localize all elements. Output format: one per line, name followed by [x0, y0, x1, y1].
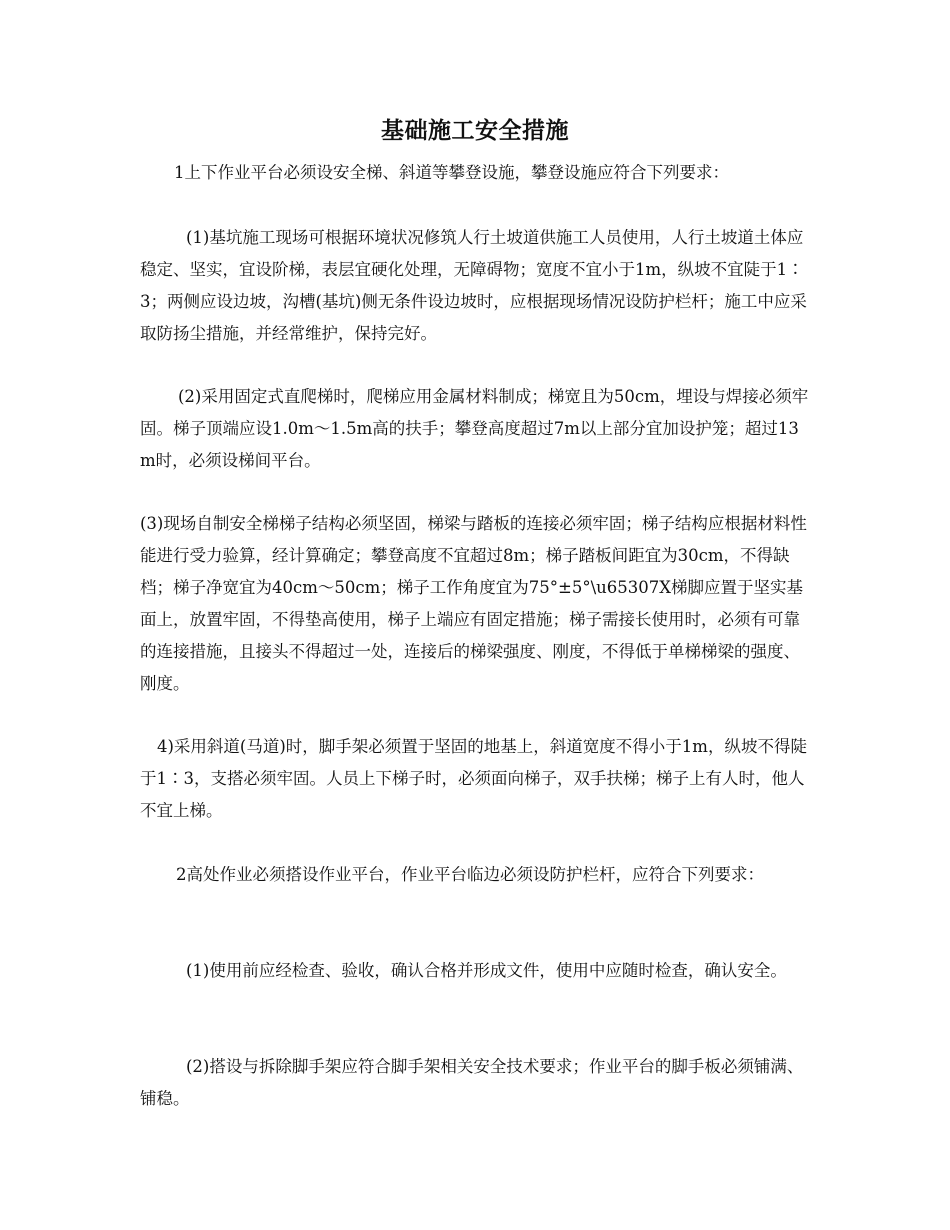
- paragraph-3: (2)采用固定式直爬梯时，爬梯应用金属材料制成；梯宽且为50cm，埋设与焊接必须牢固。梯子顶端应设1.0m～1.5m高的扶手；攀登高度超过7m以上部分宜加设护笼；超过13m时，必须设梯间平台。: [140, 387, 809, 470]
- document-title: 基础施工安全措施: [381, 117, 569, 144]
- paragraph-2: (1)基坑施工现场可根据环境状况修筑人行土坡道供施工人员使用，人行土坡道土体应稳定、坚实，宜设阶梯，表层宜硬化处理，无障碍物；宽度不宜小于1m，纵坡不宜陡于1∶3；两侧应设边坡，沟槽(基坑)侧无条件设边坡时，应根据现场情况设防护栏杆；施工中应采取防扬尘措施，并经常维护，保持完好。: [140, 228, 807, 343]
- paragraph-5: 4)采用斜道(马道)时，脚手架必须置于坚固的地基上，斜道宽度不得小于1m，纵坡不得陡于1∶3，支搭必须牢固。人员上下梯子时，必须面向梯子，双手扶梯；梯子上有人时，他人不宜上梯。: [140, 737, 807, 820]
- paragraph-8: (2)搭设与拆除脚手架应符合脚手架相关安全技术要求；作业平台的脚手板必须铺满、铺稳。: [140, 1057, 804, 1108]
- paragraph-7: (1)使用前应经检查、验收，确认合格并形成文件，使用中应随时检查，确认安全。: [186, 961, 787, 980]
- paragraph-4: (3)现场自制安全梯梯子结构必须坚固，梯梁与踏板的连接必须牢固；梯子结构应根据材料性能进行受力验算，经计算确定；攀登高度不宜超过8m；梯子踏板间距宜为30cm，不得缺档；梯子净宽宜为40cm～50cm；梯子工作角度宜为75°±5°\u65307X梯脚应置于坚实基面上，放置牢固，不得垫高使用，梯子上端应有固定措施；梯子需接长使用时，必须有可靠的连接措施，且接头不得超过一处，连接后的梯梁强度、刚度，不得低于单梯梯梁的强度、刚度。: [140, 514, 807, 693]
- paragraph-1: 1上下作业平台必须设安全梯、斜道等攀登设施，攀登设施应符合下列要求：: [174, 163, 729, 182]
- paragraph-6: 2高处作业必须搭设作业平台，作业平台临边必须设防护栏杆，应符合下列要求：: [176, 865, 764, 884]
